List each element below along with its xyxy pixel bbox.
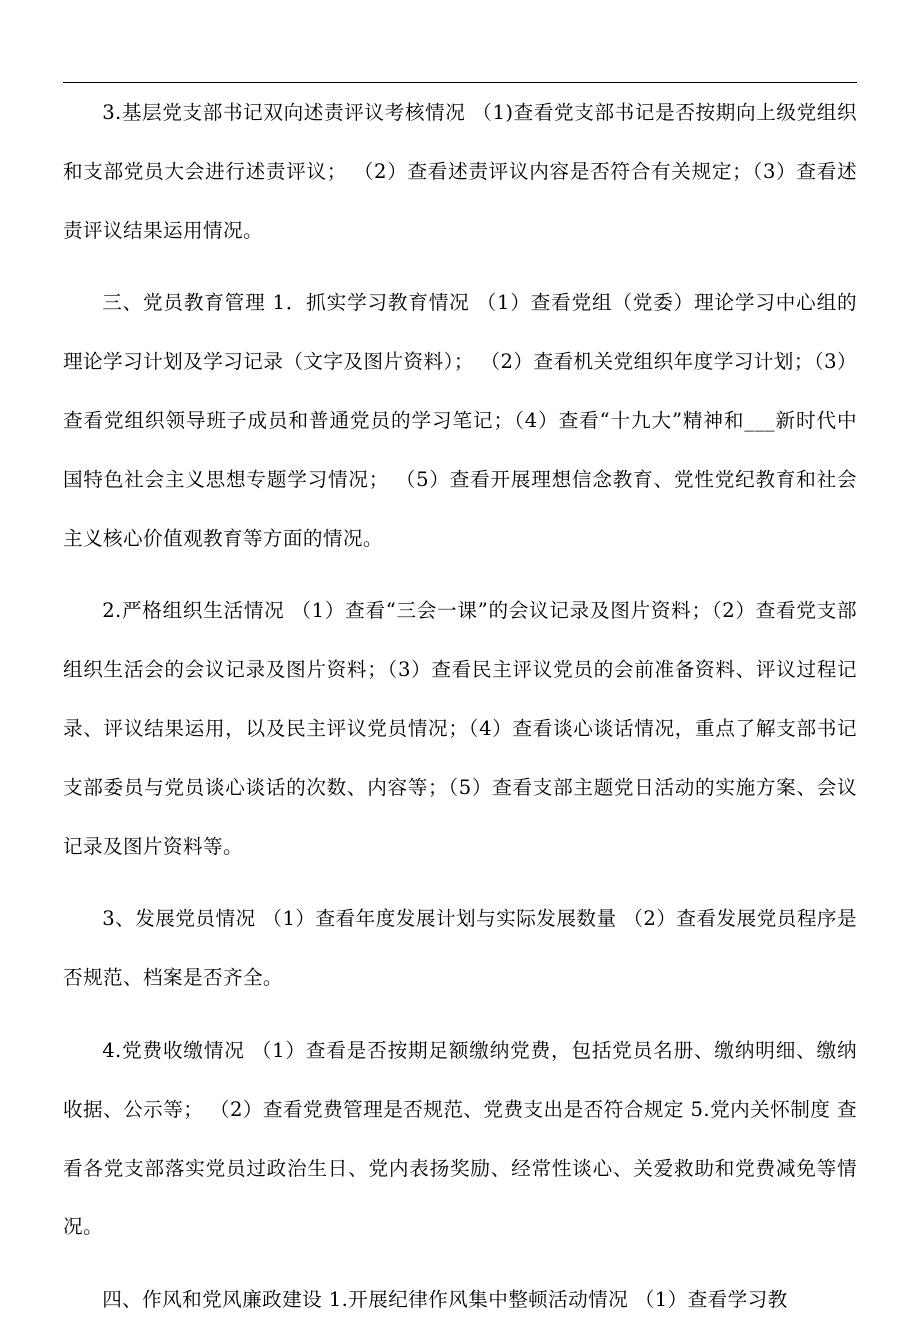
paragraph-conduct-integrity: 四、作风和党风廉政建设 1.开展纪律作风集中整顿活动情况 （1）查看学习教 (102, 1288, 788, 1312)
paragraph-party-dues: 4.党费收缴情况 （1）查看是否按期足额缴纳党费，包括党员名册、缴纳明细、缴纳收据、公示等； （2）查看党费管理是否规范、党费支出是否符合规定 5.党内关怀制度 查看各党支部落实党员过政治生日、党内表扬奖励、经常性谈心、关爱救助和党费减免等情况。 (63, 1038, 857, 1239)
paragraph-party-secretary-review: 3.基层党支部书记双向述责评议考核情况 （1)查看党支部书记是否按期向上级党组织和支部党员大会进行述责评议； （2）查看述责评议内容是否符合有关规定；（3）查看述责评议结果运用情况。 (63, 101, 857, 242)
paragraph-member-education: 三、党员教育管理 1．抓实学习教育情况 （1）查看党组（党委）理论学习中心组的理论学习计划及学习记录（文字及图片资料）； （2）查看机关党组织年度学习计划；（3）查看党组织领导班子成员和普通党员的学习笔记；（4）查看“十九大”精神和___新时代中国特色社会主义思想专题学习情况； （5）查看开展理想信念教育、党性党纪教育和社会主义核心价值观教育等方面的情况。 (63, 291, 857, 550)
header-rule (63, 82, 857, 83)
paragraph-organization-life: 2.严格组织生活情况 （1）查看“三会一课”的会议记录及图片资料；（2）查看党支部组织生活会的会议记录及图片资料；（3）查看民主评议党员的会前准备资料、评议过程记录、评议结果运用，以及民主评议党员情况；（4）查看谈心谈话情况，重点了解支部书记支部委员与党员谈心谈话的次数、内容等；（5）查看支部主题党日活动的实施方案、会议记录及图片资料等。 (63, 599, 857, 858)
document-body (63, 84, 857, 1344)
paragraph-member-development: 3、发展党员情况 （1）查看年度发展计划与实际发展数量 （2）查看发展党员程序是否规范、档案是否齐全。 (63, 907, 857, 990)
